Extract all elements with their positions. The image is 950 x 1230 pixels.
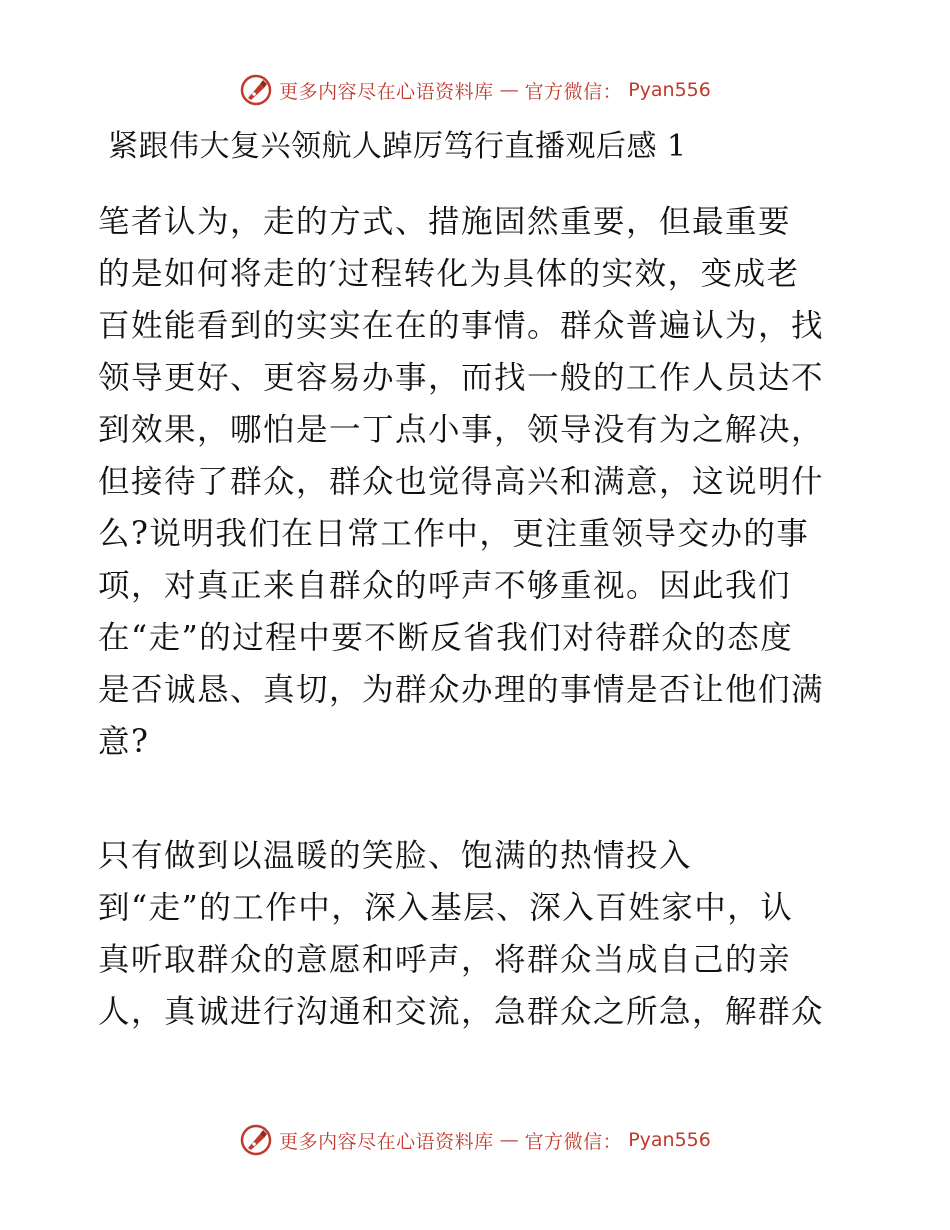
text-line: 意? — [98, 724, 150, 760]
text-line: 是否诚恳、真切，为群众办理的事情是否让他们满 — [98, 672, 825, 708]
watermark-wechat-id: Pyan556 — [628, 79, 711, 101]
watermark-wechat-label: 官方微信： — [524, 1130, 623, 1153]
text-line: 笔者认为，走的方式、措施固然重要，但最重要 — [98, 204, 792, 240]
text-line: 人，真诚进行沟通和交流，急群众之所急，解群众 — [98, 994, 825, 1030]
paragraph-2 — [98, 830, 858, 1038]
watermark-wechat-label: 官方微信： — [524, 80, 623, 103]
footer-watermark — [0, 1120, 950, 1160]
document-title: 紧跟伟大复兴领航人踔厉笃行直播观后感 1 — [108, 129, 687, 164]
watermark-site-text: 更多内容尽在心语资料库 — [279, 80, 494, 103]
watermark-wechat-id: Pyan556 — [628, 1129, 711, 1151]
text-line: 领导更好、更容易办事，而找一般的工作人员达不 — [98, 360, 825, 396]
paragraph-1 — [98, 196, 858, 768]
text-line: 项，对真正来自群众的呼声不够重视。因此我们 — [98, 568, 792, 604]
watermark-separator: — — [499, 79, 519, 101]
pen-nib-logo-icon — [239, 73, 273, 107]
text-line: 的是如何将走的′过程转化为具体的实效，变成老 — [98, 256, 800, 292]
text-line: 么?说明我们在日常工作中，更注重领导交办的事 — [98, 516, 810, 552]
text-line: 只有做到以温暖的笑脸、饱满的热情投入 — [98, 838, 693, 874]
pen-nib-logo-icon — [239, 1123, 273, 1157]
watermark-separator: — — [499, 1129, 519, 1151]
text-line: 真听取群众的意愿和呼声，将群众当成自己的亲 — [98, 942, 792, 978]
watermark-site-text: 更多内容尽在心语资料库 — [279, 1130, 494, 1153]
text-line: 在“走”的过程中要不断反省我们对待群众的态度 — [98, 620, 794, 656]
text-line: 到效果，哪怕是一丁点小事，领导没有为之解决， — [98, 412, 825, 448]
header-watermark — [0, 70, 950, 110]
text-line: 到“走”的工作中，深入基层、深入百姓家中，认 — [98, 890, 794, 926]
text-line: 但接待了群众，群众也觉得高兴和满意，这说明什 — [98, 464, 825, 500]
text-line: 百姓能看到的实实在在的事情。群众普遍认为，找 — [98, 308, 825, 344]
